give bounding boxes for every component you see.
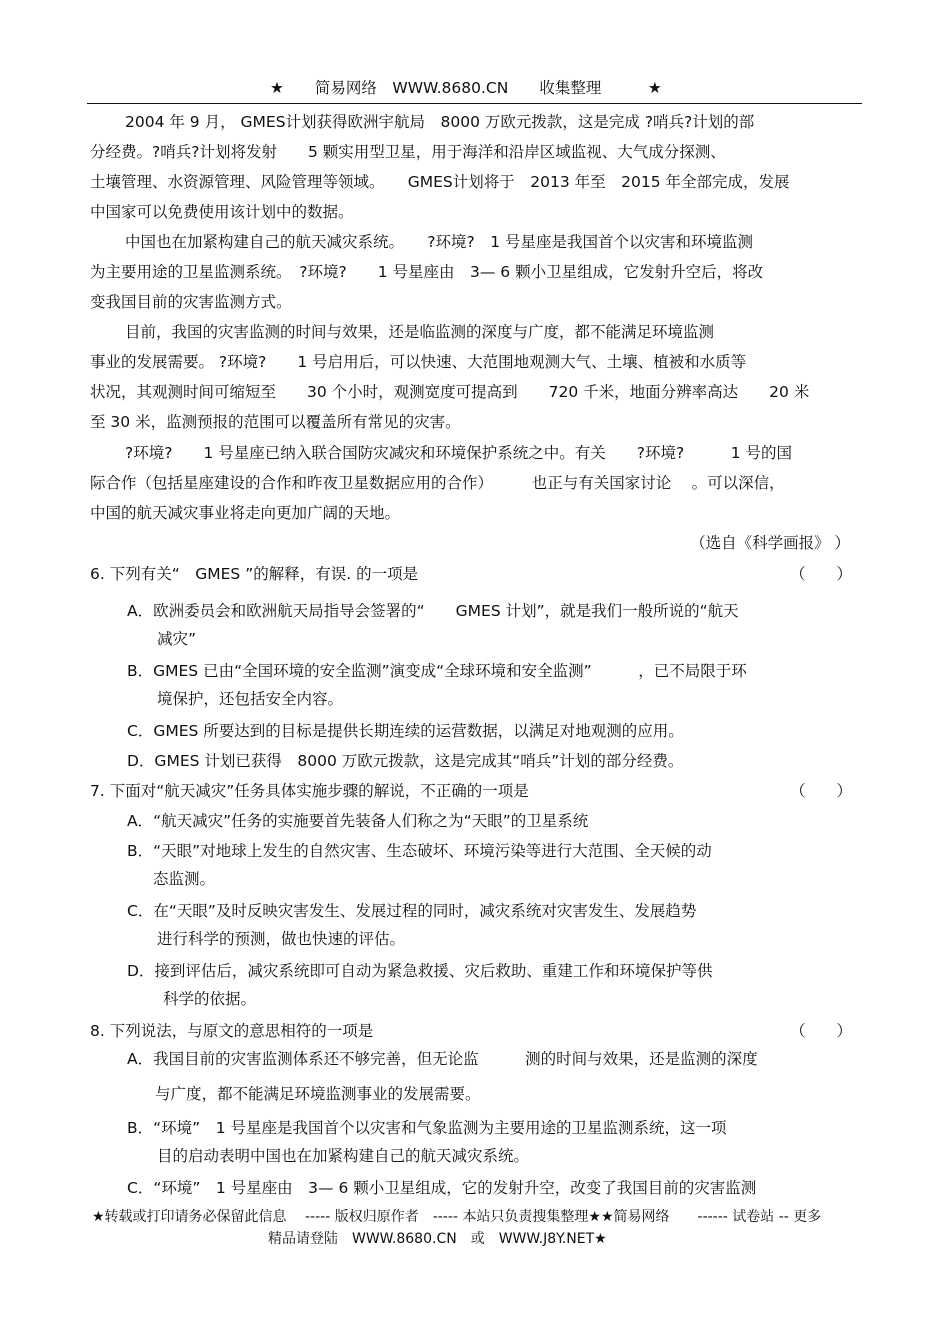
passage-line: 中国也在加紧构建自己的航天减灾系统。 ?环境? 1 号星座是我国首个以灾害和环境监测	[125, 233, 753, 251]
option-d: D．GMES 计划已获得 8000 万欧元拨款，这是完成其“哨兵”计划的部分经费。	[127, 752, 684, 770]
option-b: B．GMES 已由“全国环境的安全监测”演变成“全球环境和安全监测” ，已不局限于环	[127, 662, 747, 680]
option-b-continued: 目的启动表明中国也在加紧构建自己的航天减灾系统。	[157, 1147, 530, 1165]
passage-line: 中国家可以免费使用该计划中的数据。	[90, 203, 354, 221]
option-a-continued: 与广度，都不能满足环境监测事业的发展需要。	[155, 1085, 481, 1103]
passage-line: 目前，我国的灾害监测的时间与效果，还是临监测的深度与广度，都不能满足环境监测	[125, 323, 715, 341]
question-stem: 7. 下面对“航天减灾”任务具体实施步骤的解说，不正确的一项是	[90, 782, 529, 800]
footer-notice: ★转载或打印请务必保留此信息 ----- 版权归原作者 ----- 本站只负责搜集整理★★简易网络 ------ 试卷站 -- 更多	[92, 1209, 822, 1225]
header-divider	[87, 103, 862, 104]
passage-source: （选自《科学画报》 ）	[690, 534, 850, 552]
option-a: A．“航天减灾”任务的实施要首先装备人们称之为“天眼”的卫星系统	[127, 812, 589, 830]
option-b: B．“环境” 1 号星座是我国首个以灾害和气象监测为主要用途的卫星监测系统，这一项	[127, 1119, 727, 1137]
passage-line: 分经费。?哨兵?计划将发射 5 颗实用型卫星，用于海洋和沿岸区域监视、大气成分探测、	[90, 143, 726, 161]
option-a-continued: 减灾”	[157, 630, 197, 648]
question-stem: 8. 下列说法，与原文的意思相符的一项是	[90, 1022, 374, 1040]
option-c: C．在“天眼”及时反映灾害发生、发展过程的同时，减灾系统对灾害发生、发展趋势	[127, 902, 697, 920]
page-header: ★ 简易网络 WWW.8680.CN 收集整理 ★	[270, 79, 662, 97]
answer-parentheses: （ ）	[790, 565, 853, 583]
option-c-continued: 进行科学的预测，做也快速的评估。	[157, 930, 406, 948]
passage-line: 至 30 米，监测预报的范围可以覆盖所有常见的灾害。	[90, 413, 461, 431]
option-b-continued: 境保护，还包括安全内容。	[157, 690, 344, 708]
option-d: D．接到评估后，减灾系统即可自动为紧急救援、灾后救助、重建工作和环境保护等供	[127, 962, 713, 980]
passage-line: 事业的发展需要。 ?环境? 1 号启用后，可以快速、大范围地观测大气、土壤、植被和水质等	[90, 353, 747, 371]
option-c: C．GMES 所要达到的目标是提供长期连续的运营数据，以满足对地观测的应用。	[127, 722, 684, 740]
answer-parentheses: （ ）	[790, 1022, 853, 1040]
passage-line: ?环境? 1 号星座已纳入联合国防灾减灾和环境保护系统之中。有关 ?环境? 1 号的国	[125, 444, 792, 462]
option-c: C．“环境” 1 号星座由 3— 6 颗小卫星组成，它的发射升空，改变了我国目前的灾害监测	[127, 1179, 757, 1197]
option-a: A．欧洲委员会和欧洲航天局指导会签署的“ GMES 计划”，就是我们一般所说的“航天	[127, 602, 739, 620]
option-b-continued: 态监测。	[153, 870, 216, 888]
passage-line: 2004 年 9 月， GMES计划获得欧洲宇航局 8000 万欧元拨款，这是完成 ?哨兵?计划的部	[125, 113, 755, 131]
passage-line: 中国的航天减灾事业将走向更加广阔的天地。	[90, 504, 401, 522]
option-a: A．我国目前的灾害监测体系还不够完善，但无论监 测的时间与效果，还是监测的深度	[127, 1050, 758, 1068]
passage-line: 为主要用途的卫星监测系统。 ?环境? 1 号星座由 3— 6 颗小卫星组成，它发射升空后，将改	[90, 263, 764, 281]
passage-line: 际合作（包括星座建设的合作和昨夜卫星数据应用的合作） 也正与有关国家讨论 。可以深信，	[90, 474, 785, 492]
option-d-continued: 科学的依据。	[163, 990, 257, 1008]
answer-parentheses: （ ）	[790, 782, 853, 800]
question-stem: 6. 下列有关“ GMES ”的解释，有误. 的一项是	[90, 565, 419, 583]
passage-line: 变我国目前的灾害监测方式。	[90, 293, 292, 311]
footer-links: 精品请登陆 WWW.8680.CN 或 WWW.J8Y.NET★	[268, 1231, 607, 1247]
option-b: B．“天眼”对地球上发生的自然灾害、生态破坏、环境污染等进行大范围、全天候的动	[127, 842, 712, 860]
passage-line: 土壤管理、水资源管理、风险管理等领域。 GMES计划将于 2013 年至 2015 年全部完成，发展	[90, 173, 790, 191]
passage-line: 状况，其观测时间可缩短至 30 个小时，观测宽度可提高到 720 千米，地面分辨率高达 20 米	[90, 383, 810, 401]
